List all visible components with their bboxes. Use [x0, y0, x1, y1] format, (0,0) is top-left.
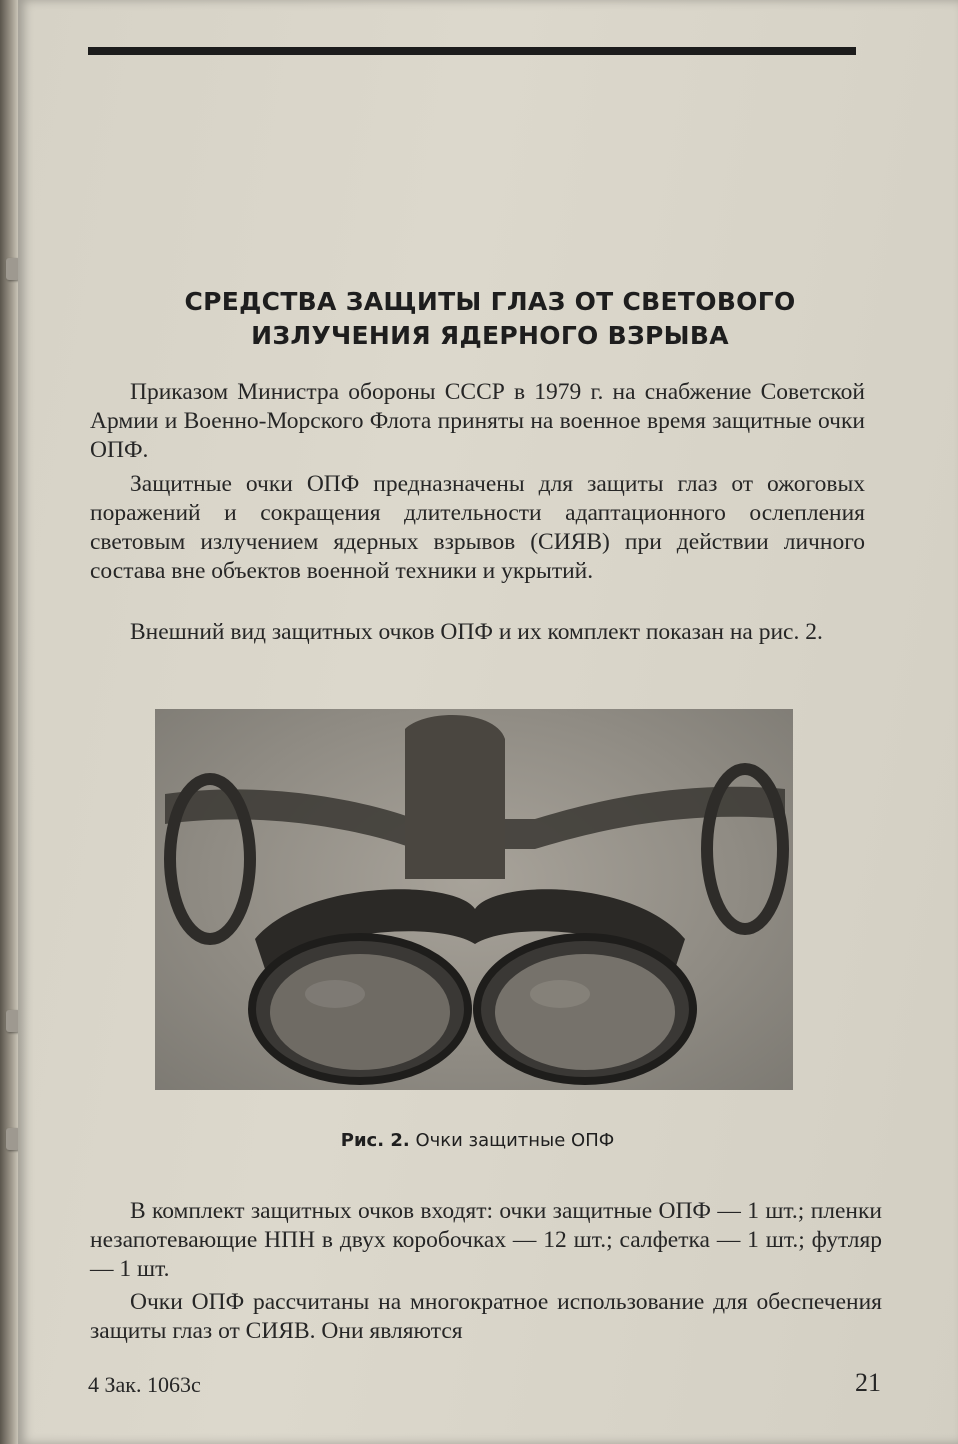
paragraph: Защитные очки ОПФ предназначены для защиты глаз от ожоговых поражений и сокращения длительности адаптационного ослепления световым излучением ядерных взрывов (СИЯВ) при действии личного состава вне объектов военной техники и укрытий. — [90, 471, 865, 584]
paragraph: Очки ОПФ рассчитаны на многократное использование для обеспечения защиты глаз от СИЯВ. Они являются — [90, 1289, 882, 1344]
paragraph: Внешний вид защитных очков ОПФ и их комплект показан на рис. 2. — [130, 619, 823, 645]
paragraph: Приказом Министра обороны СССР в 1979 г. на снабжение Советской Армии и Военно-Морского Флота приняты на военное время защитные очки ОПФ. — [90, 379, 865, 463]
figure-caption-text: Очки защитные ОПФ — [415, 1130, 615, 1151]
heading-line-2: ИЗЛУЧЕНИЯ ЯДЕРНОГО ВЗРЫВА — [251, 321, 729, 350]
page-number: 21 — [855, 1368, 881, 1397]
paragraph: В комплект защитных очков входят: очки защитные ОПФ — 1 шт.; пленки незапотевающие НПН в двух коробочках — 12 шт.; салфетка — 1 шт.; футляр — 1 шт. — [90, 1198, 882, 1282]
top-rule — [88, 47, 856, 55]
book-spine — [0, 0, 18, 1444]
figure-caption — [90, 1130, 865, 1151]
heading-line-1: СРЕДСТВА ЗАЩИТЫ ГЛАЗ ОТ СВЕТОВОГО — [184, 287, 796, 316]
section-heading — [90, 285, 890, 353]
goggles-photo — [155, 709, 793, 1090]
figure-label: Рис. 2. — [340, 1130, 410, 1151]
goggles-illustration — [155, 709, 793, 1090]
printer-signature: 4 Зак. 1063с — [88, 1372, 201, 1397]
